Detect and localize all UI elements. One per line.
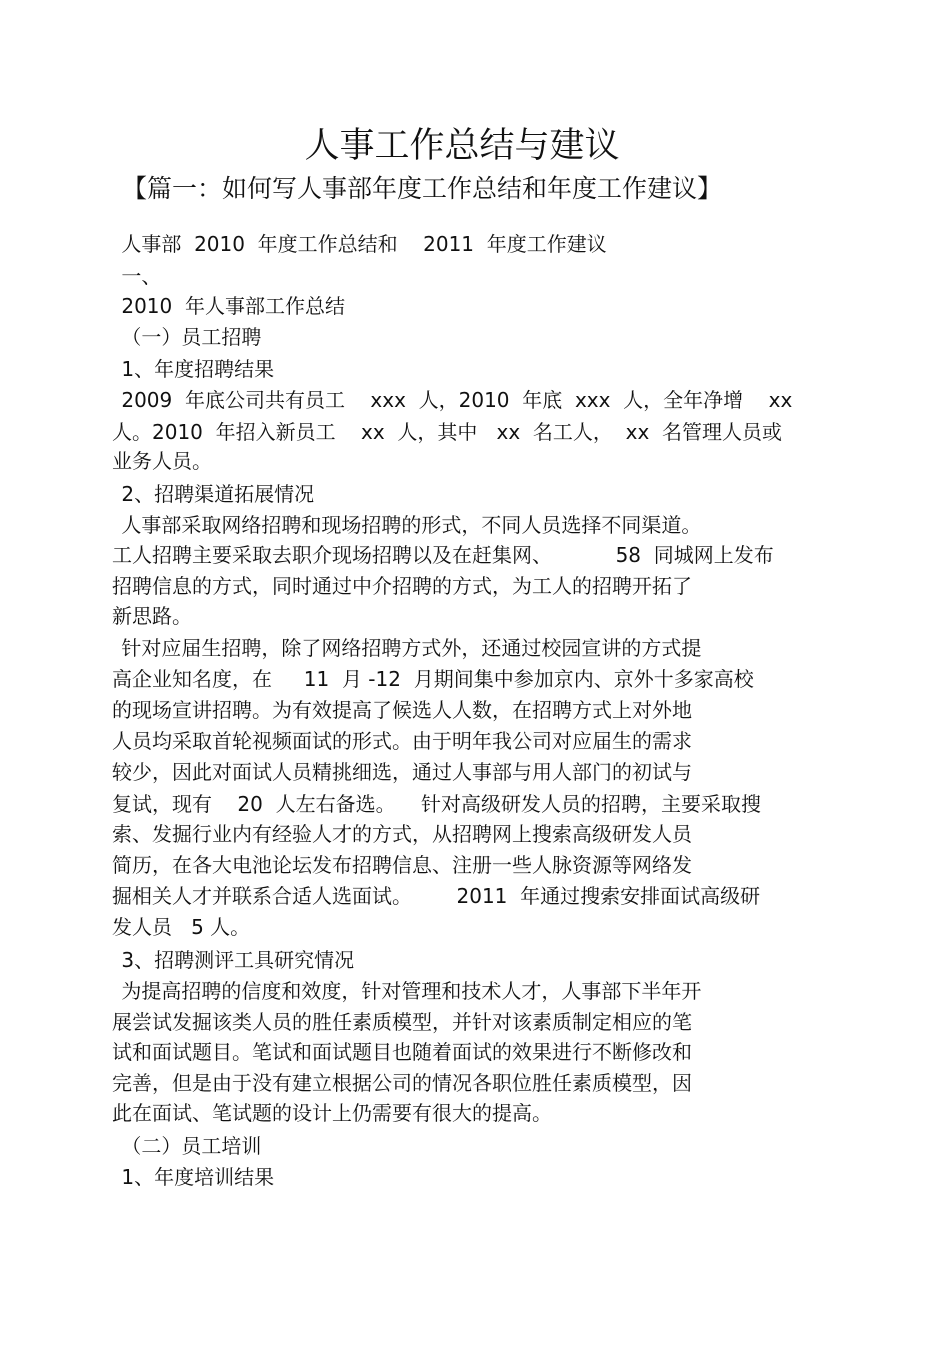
text-line: 招聘信息的方式，同时通过中介招聘的方式，为工人的招聘开拓了 bbox=[112, 574, 692, 598]
document-title: 人事工作总结与建议 bbox=[304, 126, 620, 166]
text-line: 简历，在各大电池论坛发布招聘信息、注册一些人脉资源等网络发 bbox=[112, 853, 692, 877]
text-line: 人事部 2010 年度工作总结和 2011 年度工作建议 bbox=[115, 232, 607, 256]
text-line: 掘相关人才并联系合适人选面试。 2011 年通过搜索安排面试高级研 bbox=[112, 884, 761, 908]
text-line: 高企业知名度，在 11 月 -12 月期间集中参加京内、京外十多家高校 bbox=[112, 667, 754, 691]
text-line: 较少，因此对面试人员精挑细选，通过人事部与用人部门的初试与 bbox=[112, 760, 692, 784]
text-line: 1、年度招聘结果 bbox=[115, 357, 275, 381]
text-line: 人员均采取首轮视频面试的形式。由于明年我公司对应届生的需求 bbox=[112, 729, 692, 753]
text-line: 业务人员。 bbox=[112, 449, 212, 473]
text-line: 发人员 5 人。 bbox=[112, 915, 251, 939]
text-line: 人事部采取网络招聘和现场招聘的形式，不同人员选择不同渠道。 bbox=[115, 513, 702, 537]
text-line: 索、发掘行业内有经验人才的方式，从招聘网上搜索高级研发人员 bbox=[112, 822, 692, 846]
text-line: 工人招聘主要采取去职介现场招聘以及在赶集网、 58 同城网上发布 bbox=[112, 543, 774, 567]
text-line: 2、招聘渠道拓展情况 bbox=[115, 482, 315, 506]
text-line: （二）员工培训 bbox=[115, 1134, 262, 1158]
text-line: 针对应届生招聘，除了网络招聘方式外，还通过校园宣讲的方式提 bbox=[115, 636, 702, 660]
text-line: 复试，现有 20 人左右备选。 针对高级研发人员的招聘，主要采取搜 bbox=[112, 792, 762, 816]
text-line: 试和面试题目。笔试和面试题目也随着面试的效果进行不断修改和 bbox=[112, 1040, 692, 1064]
text-line: 的现场宣讲招聘。为有效提高了候选人人数，在招聘方式上对外地 bbox=[112, 698, 692, 722]
text-line: 3、招聘测评工具研究情况 bbox=[115, 948, 355, 972]
text-line: 展尝试发掘该类人员的胜任素质模型，并针对该素质制定相应的笔 bbox=[112, 1010, 692, 1034]
text-line: 人。2010 年招入新员工 xx 人，其中 xx 名工人， xx 名管理人员或 bbox=[112, 420, 782, 444]
text-line: 新思路。 bbox=[112, 604, 192, 628]
text-line: （一）员工招聘 bbox=[115, 325, 262, 349]
text-line: 2010 年人事部工作总结 bbox=[115, 294, 345, 318]
text-line: 完善，但是由于没有建立根据公司的情况各职位胜任素质模型，因 bbox=[112, 1071, 692, 1095]
document-subtitle: 【篇一：如何写人事部年度工作总结和年度工作建议】 bbox=[122, 174, 723, 203]
text-line: 为提高招聘的信度和效度，针对管理和技术人才，人事部下半年开 bbox=[115, 979, 702, 1003]
text-line: 一、 bbox=[115, 264, 162, 288]
text-line: 1、年度培训结果 bbox=[115, 1165, 275, 1189]
text-line: 2009 年底公司共有员工 xxx 人，2010 年底 xxx 人，全年净增 xx bbox=[115, 388, 793, 412]
text-line: 此在面试、笔试题的设计上仍需要有很大的提高。 bbox=[112, 1101, 552, 1125]
